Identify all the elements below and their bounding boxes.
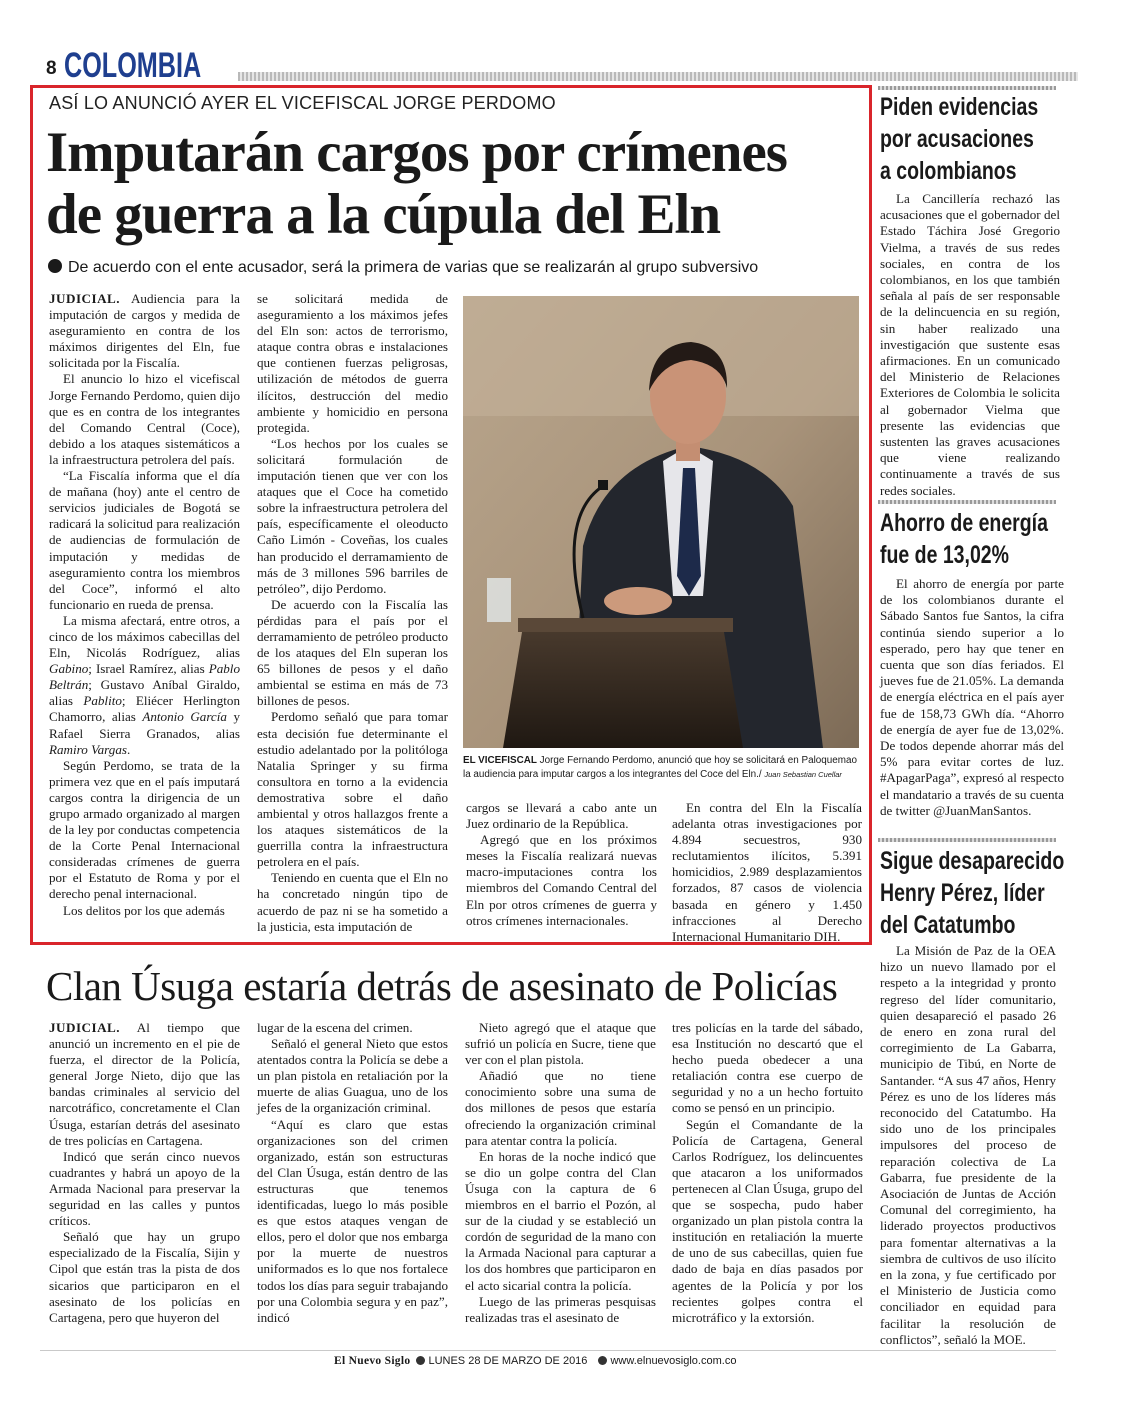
paragraph: “Aquí es claro que estas organizaciones son del crimen organizado, están son estructuras del Clan Úsuga, están dentro de las estructuras que tenemos identificadas, luego lo más posible es que estos ataques vengan de ellos, pero el dolor que nos embarga por la muerte de nuestros uniformados es lo que nos fortalece todos los días para seguir trabajando por una Colombia segura y en paz”, indicó [257, 1116, 448, 1325]
paragraph: “Los hechos por los cuales se solicitará formulación de imputación tienen que ver con los ataques que el Coce ha cometido sobre la infraestructura petrolera del país, específicamente el oleoducto Caño Limón - Coveñas, los cuales han producido el derramamiento de más de 3 millones 596 barriles de petróleo”, dijo Perdomo. [257, 435, 448, 596]
paragraph: Luego de las primeras pesquisas realizadas tras el asesinato de [465, 1293, 656, 1325]
paragraph: Indicó que serán cinco nuevos cuadrantes y habrá un apoyo de la Armada Nacional para preservar la seguridad en las calles y puntos críticos. [49, 1148, 240, 1229]
sidebar-rule-1 [878, 500, 1056, 504]
photo-credit: Juan Sebastian Cuellar [764, 770, 842, 779]
paragraph: Señaló el general Nieto que estos atentados contra la Policía se debe a un plan pistola en retaliación por la muerte de alias Guagua, uno de los jefes de la organización criminal. [257, 1036, 448, 1116]
main-col-4 [672, 800, 862, 945]
lead-tag: JUDICIAL. [49, 291, 121, 306]
paragraph: El anuncio lo hizo el vicefiscal Jorge Fernando Perdomo, quien dijo que es en contra de los integrantes del Comando Central (Coce), debido a los ataques sistemáticos a la infraestructura petrolera del país. [49, 371, 240, 467]
sidebar-story-1 [880, 191, 1060, 499]
paragraph: Los delitos por los que además [63, 902, 225, 918]
paragraph: Según Perdomo, se trata de la primera vez que en el país imputará cargos contra la dirigencia de un grupo armado organizado al margen de la ley por conductas competencia de la Corte Penal Internacional consideradas crímenes de guerra por el Estatuto de Roma y por el derecho penal internacional. [49, 757, 240, 902]
sidebar-story-2 [880, 576, 1064, 819]
main-headline-line2: de guerra a la cúpula del Eln [46, 183, 721, 246]
deck [48, 258, 868, 278]
paragraph: se solicitará medida de aseguramiento a los máximos jefes del Eln son: actos de terrorismo, ataque contra obras e instalaciones que contienen fuerzas peligrosas, utilización de métodos de guerra ilícitos, destrucción del medio ambiente y homicidio en persona protegida. [257, 291, 448, 435]
sidebar-headline-3: Sigue desaparecido Henry Pérez, líder del Catatumbo [880, 847, 1065, 939]
paragraph: Teniendo en cuenta que el Eln no ha concretado ningún tipo de acuerdo de paz ni se ha sometido a la justicia, esta imputación de [257, 870, 448, 934]
paragraph: Señaló que hay un grupo especializado de la Fiscalía, Sijin y Cipol que están tras la pista de dos sicarios que participaron en el asesinato de los policías en Cartagena, pero que huyeron del [49, 1229, 240, 1325]
caption-label: EL VICEFISCAL [463, 755, 537, 766]
paragraph: Añadió que no tiene conocimiento sobre una suma de dos millones de pesos que estaría ofreciendo la organización criminal para atentar contra la policía. [465, 1068, 656, 1148]
second-col-4 [672, 1020, 863, 1326]
paragraph: Agregó que en los próximos meses la Fiscalía realizará nuevas macro-imputaciones contra los miembros del Comando Central del Eln por otros crímenes de guerra y otros crímenes internacionales. [466, 832, 657, 928]
second-col-2 [257, 1020, 448, 1326]
sidebar-story-3 [880, 943, 1056, 1348]
paragraph: En contra del Eln la Fiscalía adelanta otras investigaciones por 4.894 secuestros, 930 reclutamientos ilícitos, 5.391 homicidios, 2.989 desplazamientos forzados, 87 casos de violencia basada en género y 1.450 infracciones al Derecho Internacional Humanitario DIH. [672, 800, 862, 944]
deck-text: De acuerdo con el ente acusador, será la primera de varias que se realizarán al grupo subversivo [68, 259, 759, 276]
alias: Ramiro Vargas [49, 741, 127, 757]
paragraph: Perdomo señaló que para tomar esta decisión fue determinante el estudio adelantado por la politóloga Natalia Springer y su firma consultora en torno a la evidencia demostrativa sobre el daño ambiental y otros hallazgos frente a los ataques sistemáticos de la guerrilla contra la infraestructura petrolera en el país. [257, 709, 448, 870]
main-headline-line1: Imputarán cargos por crímenes [46, 121, 787, 184]
alias: Antonio García [142, 709, 227, 725]
footer-bullet-icon [416, 1356, 425, 1365]
page-number: 8 [46, 58, 57, 79]
paragraph: La Misión de Paz de la OEA hizo un nuevo llamado por el respeto a la integridad y pronto regreso del líder comunitario, quien desapareció el pasado 26 de enero en zona rural del corregimiento de La Gabarra, municipio de Tibú, en Norte de Santander. “A sus 47 años, Henry Pérez es uno de los líderes más reconocido del Catatumbo. Ha sido uno de los principales impulsores del proceso de reparación colectiva de La Gabarra, fue presidente de la Asociación de Juntas de Acción Comunal del corregimiento, ha liderado proyectos productivos para fomentar alternativas a la siembra de cultivos de uso ilícito en la zona, y fue certificado por el Ministerio de Justicia como conciliador en equidad para facilitar la resolución de conflictos”, señaló la MOE. [880, 943, 1056, 1347]
alias: Pablito [83, 693, 122, 709]
bullet-icon [48, 259, 62, 273]
paragraph: El ahorro de energía por parte de los colombianos durante el Sábado Santos fue Santos, la cifra continúa siendo superior a lo esperado, pero hay que tener en cuenta que son días feriados. El jueves fue de 21.05%. La demanda de energía eléctrica en el país ayer fue de 158,73 GWh día. “Ahorro de energía de ayer fue de 13,02%. De todos depende ahorrar más del 5% para evitar cortes de luz. #ApagarPaga”, expresó al respecto el mandatario a través de su cuenta de twitter @JuanManSantos. [880, 576, 1064, 818]
paragraph: “La Fiscalía informa que el día de mañana (hoy) ante el centro de servicios judiciales de Bogotá se radicará la solicitud para realización de audiencias de formulación de imputación y medidas de aseguramiento contra los miembros del Coce”, informó el alto funcionario en rueda de prensa. [49, 468, 240, 612]
paragraph: Audiencia para la imputación de cargos y medida de aseguramiento en contra de los máximos dirigentes del Eln, fue solicitada por la Fiscalía. [49, 291, 240, 371]
paragraph: De acuerdo con la Fiscalía las pérdidas para el país por el derramamiento de petróleo producto de los ataques del Eln superan los 65 billones de pesos y el daño ambiental se estima en más de 73 billones de pesos. [257, 596, 448, 709]
paragraph: Al tiempo que anunció un incremento en el pie de fuerza, el director de la Policía, general Jorge Nieto, dijo que las bandas criminales al servicio del narcotráfico, concretamente el Clan Úsuga, estarían detrás del asesinato de tres policías en Cartagena. [49, 1020, 240, 1148]
footer-rule [40, 1350, 1056, 1351]
footer [334, 1353, 736, 1369]
sidebar-headline-2: Ahorro de energía fue de 13,02% [880, 509, 1048, 569]
paragraph: En horas de la noche indicó que se dio un golpe contra del Clan Úsuga con la captura de 6 miembros en el barrio el Pozón, al sur de la ciudad y se estableció un cordón de seguridad de la mano con la Armada Nacional para capturar a los dos hombres que participaron en el acto sicarial contra la policía. [465, 1148, 656, 1293]
paragraph: cargos se llevará a cabo ante un Juez ordinario de la República. [466, 800, 657, 832]
second-col-1 [49, 1020, 240, 1326]
footer-date: LUNES 28 DE MARZO DE 2016 [428, 1355, 588, 1367]
caption-text: Jorge Fernando Perdomo, anunció que hoy se solicitará en Paloquemao la audiencia para imputar cargos a los integrantes del Coce del Eln./ [463, 755, 857, 780]
footer-masthead: El Nuevo Siglo [334, 1355, 411, 1367]
header-rule [238, 72, 1078, 81]
footer-bullet-icon [598, 1356, 607, 1365]
alias: Pablo Beltrán [49, 661, 240, 693]
paragraph: La Cancillería rechazó las acusaciones que el gobernador del Estado Táchira José Gregorio Vielma, a través de sus redes sociales, en contra de los colombianos, en los que también señala al país de ser responsable de la delincuencia en su región, sin haber realizado una investigación que sustente esas afirmaciones. En un comunicado del Ministerio de Relaciones Exteriores de Colombia le solicita al gobernador Vielma que presente las evidencias que sustenten las graves acusaciones que viene realizando continuamente a través de sus redes sociales. [880, 191, 1060, 498]
second-col-3 [465, 1020, 656, 1326]
lead-tag: JUDICIAL. [49, 1020, 121, 1035]
second-headline: Clan Úsuga estaría detrás de asesinato de Policías [46, 963, 838, 1009]
sidebar-headline-1: Piden evidencias por acusaciones a colombianos [880, 93, 1039, 185]
paragraph: lugar de la escena del crimen. [257, 1020, 413, 1035]
sidebar-rule-2 [878, 838, 1056, 842]
photo-caption [463, 754, 863, 782]
paragraph-aliases: La misma afectará, entre otros, a cinco de los máximos cabecillas del Eln, Nicolás Rodríguez, alias Gabino; Israel Ramírez, alias Pablo Beltrán; Gustavo Aníbal Giraldo, alias Pablito; Eliécer Herlington Chamorro, alias Antonio García y Rafael Sierra Granados, alias Ramiro Vargas. [49, 612, 241, 757]
footer-url[interactable]: www.elnuevosiglo.com.co [610, 1355, 737, 1367]
main-col-3 [466, 800, 657, 929]
vicefiscal-photo [463, 296, 859, 748]
kicker: ASÍ LO ANUNCIÓ AYER EL VICEFISCAL JORGE PERDOMO [49, 93, 556, 113]
paragraph: Según el Comandante de la Policía de Cartagena, General Carlos Rodríguez, los delincuentes que atacaron a los uniformados pertenecen al Clan Úsuga, grupo del que se sospecha, pudo haber organizado un plan pistola contra la institución en retaliación la muerte de uno de sus cabecillas, quien fue dado de baja en días pasados por agentes de la Policía y por los recientes golpes contra el microtráfico y la extorsión. [672, 1116, 863, 1325]
main-col-1 [49, 291, 240, 919]
paragraph: tres policías en la tarde del sábado, esa Institución no descartó que el hecho pueda obedecer a una retaliación contra ese cuerpo de seguridad y no a un hecho fortuito como se pensó en un principio. [672, 1020, 863, 1116]
news-photo [463, 296, 859, 748]
alias: Gabino [49, 661, 89, 677]
paragraph: Nieto agregó que el ataque que sufrió un policía en Sucre, tiene que ver con el plan pistola. [465, 1020, 656, 1068]
main-col-2 [257, 291, 448, 935]
sidebar-rule-top [878, 86, 1056, 90]
section-title: COLOMBIA [64, 47, 202, 85]
main-headline [46, 122, 866, 246]
